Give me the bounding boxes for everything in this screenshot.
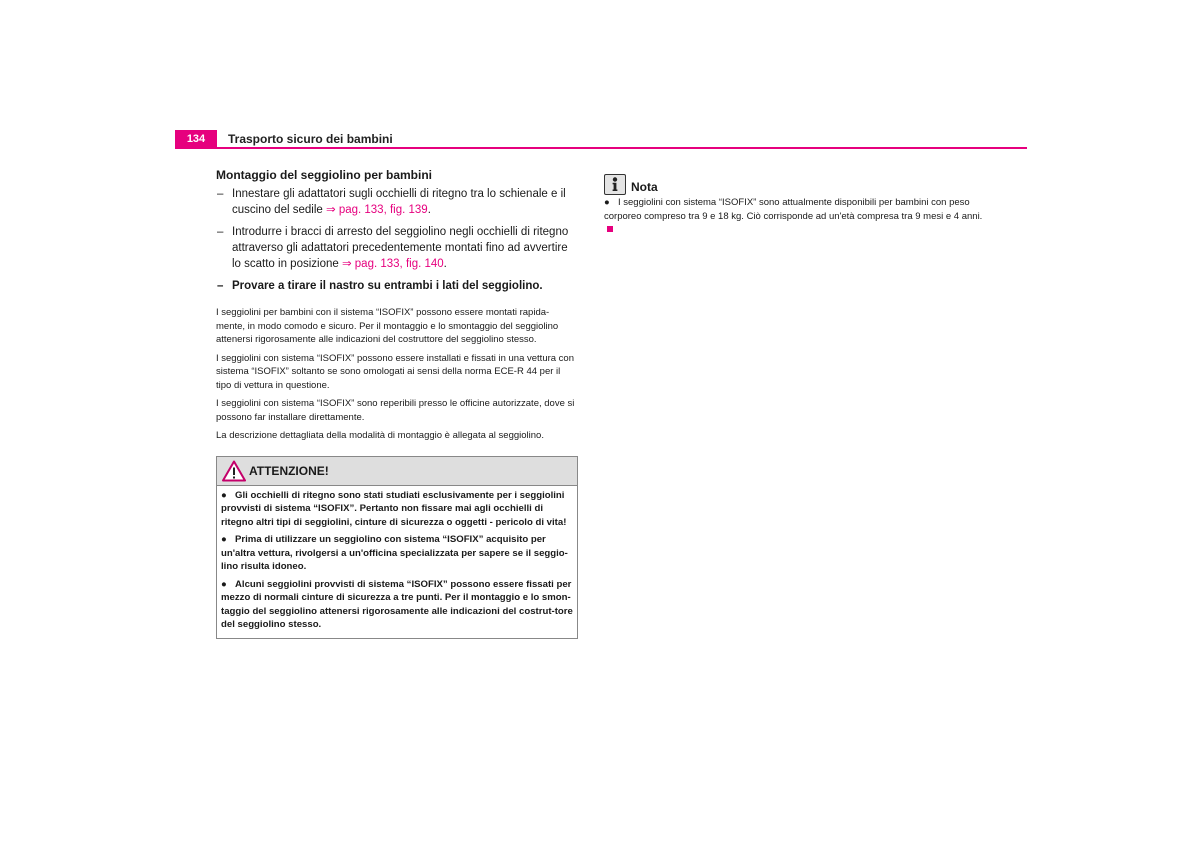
warning-box	[216, 456, 578, 639]
bullet: ●	[604, 197, 610, 208]
info-figure-icon	[604, 174, 626, 195]
paragraph: I seggiolini con sistema “ISOFIX” possono essere installati e fissati in una vettura con sistema “ISOFIX” soltanto se sono omologati ai sensi della norma ECE-R 44 per il tipo di vettura in questione.	[216, 352, 575, 391]
right-column	[604, 174, 984, 237]
section-title: Montaggio del seggiolino per bambini	[216, 168, 432, 182]
warning-item-text: Alcuni seggiolini provvisti di sistema “ISOFIX” possono essere fissati per mezzo di normali cinture di sicurezza a tre punti. Per il montaggio e lo smon-taggio del seggiolino attenersi rigorosamente alle indicazioni del costrut-tore del seggiolino stesso.	[221, 578, 573, 630]
page-header	[175, 130, 1027, 150]
note-header	[604, 174, 984, 196]
warning-item	[221, 489, 573, 530]
warning-triangle-icon	[222, 460, 246, 482]
warning-body	[217, 486, 577, 638]
warning-item	[221, 578, 573, 632]
step-dash: –	[217, 188, 224, 200]
step-1	[216, 186, 578, 218]
bullet: ●	[221, 534, 227, 545]
step-text: Introdurre i bracci di arresto del seggiolino negli occhielli di ritegno attraverso gli adattatori precedentemente montati fino ad avvertire lo scatto in posizione	[232, 226, 569, 270]
bullet: ●	[221, 578, 227, 590]
paragraph: I seggiolini per bambini con il sistema “ISOFIX” possono essere montati rapida-mente, in modo comodo e sicuro. Per il montaggio e lo smontaggio del seggiolino attenersi rigorosamente alle indicazioni del costruttore del seggiolino stesso.	[216, 307, 559, 345]
step-dash: –	[217, 226, 224, 238]
note-text	[604, 196, 984, 237]
left-column	[216, 168, 578, 639]
header-rule	[175, 147, 1027, 149]
warning-header	[217, 457, 577, 486]
bullet: ●	[221, 489, 227, 501]
warning-title: ATTENZIONE!	[249, 463, 329, 478]
end-mark-icon	[607, 226, 613, 232]
page-reference-link[interactable]: ⇒ pag. 133, fig. 140	[341, 258, 444, 270]
paragraph: La descrizione dettagliata della modalità di montaggio è allegata al seggiolino.	[216, 430, 544, 441]
step-text: Innestare gli adattatori sugli occhielli di ritegno tra lo schienale e il cuscino del sedile	[232, 188, 566, 216]
warning-item-text: Prima di utilizzare un seggiolino con sistema “ISOFIX” acquisito per un'altra vettura, rivolgersi a un'officina specializzata per sapere se il seggio-lino risulta idoneo.	[221, 534, 568, 572]
chapter-title: Trasporto sicuro dei bambini	[228, 132, 393, 146]
step-end: .	[443, 258, 447, 270]
note-body: I seggiolini con sistema “ISOFIX” sono attualmente disponibili per bambini con peso corporeo compreso tra 9 e 18 kg. Ciò corrisponde ad un'età compresa tra 9 mesi e 4 anni.	[604, 197, 983, 222]
page-reference-link[interactable]: ⇒ pag. 133, fig. 139	[325, 204, 428, 216]
step-dash: –	[217, 280, 224, 292]
step-3	[216, 278, 578, 294]
paragraph: I seggiolini con sistema “ISOFIX” sono reperibili presso le officine autorizzate, dove si possono far installare direttamente.	[216, 398, 575, 423]
page-number: 134	[175, 130, 217, 148]
warning-item-text: Gli occhielli di ritegno sono stati studiati esclusivamente per i seggiolini provvisti di sistema “ISOFIX”. Pertanto non fissare mai agli occhielli di ritegno altri tipi di seggiolini, cinture di sicurezza o oggetti - pericolo di vita!	[221, 489, 567, 528]
note-title: Nota	[631, 180, 658, 194]
warning-item	[221, 533, 573, 574]
step-end: .	[427, 204, 431, 216]
step-2	[216, 224, 578, 272]
step-text: Provare a tirare il nastro su entrambi i lati del seggiolino.	[232, 280, 543, 292]
